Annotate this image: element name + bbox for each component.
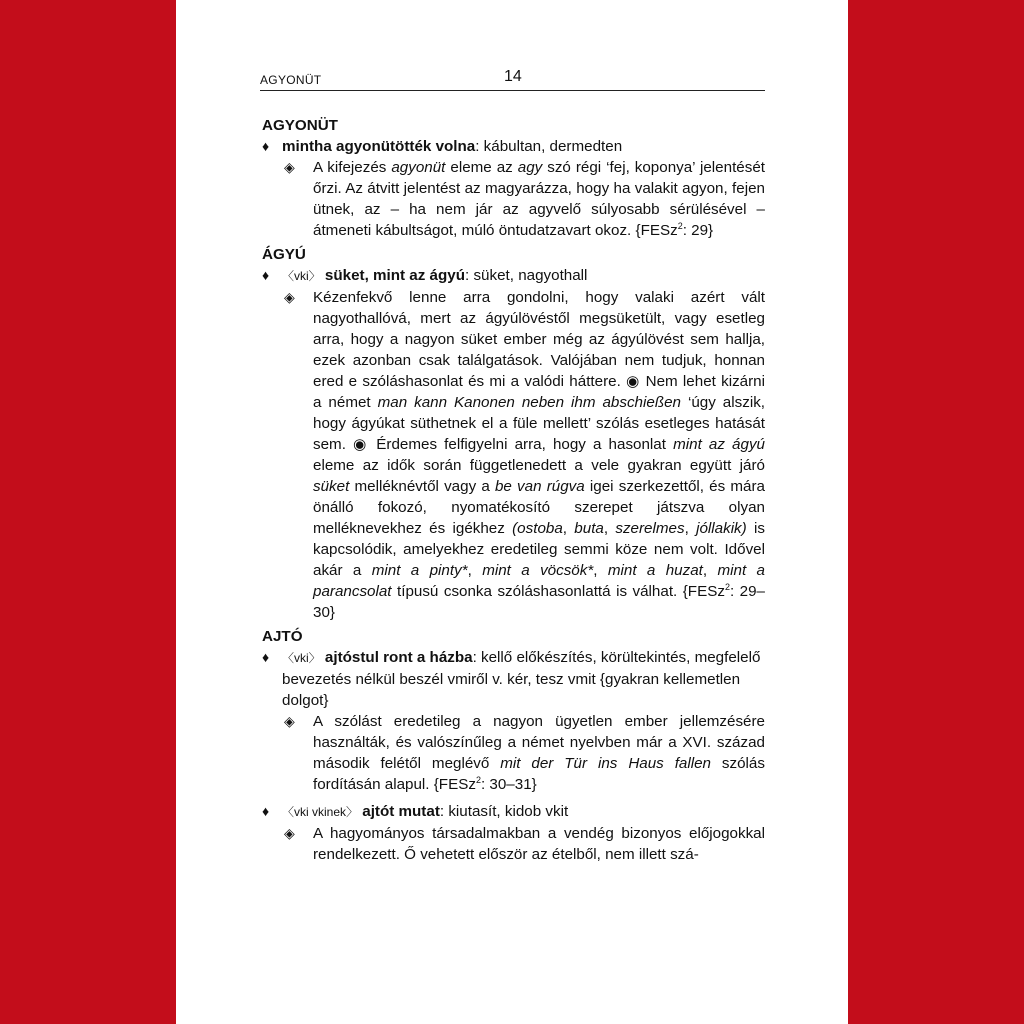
entry-meaning: : kellő előkészítés, körültekintés, megfelelő bevezetés nélkül beszél vmiről v. kér, tesz vmit {gyakran kellemetlen dolgot} [282,649,761,709]
entry-phrase: ajtót mutat [362,803,440,820]
entry-note: ◈ Kézenfekvő lenne arra gondolni, hogy valaki azért vált nagyothallóvá, mert az ágyúlövéstől megsüketült, vagy esetleg arra, hogy a nagyon süket ember még az ágyúlövést sem hallja, ezek azonban csak találgatások. Valójában nem tudjuk, honnan ered e szóláshasonlat és mi a valódi háttere. ◉ Nem lehet kizárni a német man kann Kanonen neben ihm abschießen ‘úgy alszik, hogy ágyúkat süthetnek el a füle mellett’ szólás esetleges hatását sem. ◉ Érdemes felfigyelni arra, hogy a hasonlat mint az ágyú eleme az idők során függetlenedett a vele gyakran együtt járó süket melléknévtől vagy a be van rúgva igei szerkezettől, és mára önálló fokozó, nyomatékosító szerepet játszva olyan melléknevekhez és igékhez (ostoba, buta, szerelmes, jóllakik) is kapcsolódik, amelyekhez eredetileg semmi köze nem volt. Idővel akár a mint a pinty*, mint a vöcsök*, mint a huzat, mint a parancsolat típusú csonka szóláshasonlattá is válhat. {FESz$^2$: 29–30} [284,289,766,621]
entry-meaning: : kiutasít, kidob vkit [439,803,569,820]
entry-bullet-icon: ♦ [262,803,270,819]
entry [262,265,765,287]
note-bullet-icon: ◈ [284,825,295,841]
headword: AGYONÜT [262,117,338,134]
page-number: 14 [504,68,522,85]
entry-bullet-icon: ♦ [262,649,270,665]
entry-phrase: ajtóstul ront a házba [324,649,473,666]
entry-note: ◈ A hagyományos társadalmakban a vendég bizonyos előjogokkal rendelkezett. Ő vehetett először az ételből, nem illett szá- [284,825,765,863]
entry-bullet-icon: ♦ [262,138,270,154]
note-bullet-icon: ◈ [284,713,295,729]
running-header [260,68,765,91]
headword: ÁGYÚ [262,246,306,263]
entry-bullet-icon: ♦ [262,267,270,283]
grammar-marker: 〈vki vkinek〉 [282,805,359,819]
entry-note: ◈ A kifejezés agyonüt eleme az agy szó régi ‘fej, koponya’ jelentését őrzi. Az átvitt jelentést az magyarázza, hogy ha valakit agyon, fejen ütnek, az – ha nem jár az agyvelő súlyosabb sérülésével – átmeneti kábultságot, múló öntudatzavart okoz. {FESz$^2$: 29} [284,159,765,239]
entry [262,136,765,157]
grammar-marker: 〈vki〉 [282,651,321,665]
entry [262,801,765,823]
entry [262,647,765,711]
entry-phrase: süket, mint az ágyú [324,267,466,284]
running-title: AGYONÜT [260,73,322,87]
entry-meaning: : süket, nagyothall [465,267,588,284]
book-page [176,0,848,1024]
dictionary-content [262,112,765,865]
grammar-marker: 〈vki〉 [282,269,321,283]
note-bullet-icon: ◈ [284,159,295,175]
note-bullet-icon: ◈ [284,289,295,305]
headword: AJTÓ [262,628,303,645]
entry-note: ◈ A szólást eredetileg a nagyon ügyetlen ember jellemzésére használták, és valószínűleg a német nyelvben már a XVI. század második felétől meglévő mit der Tür ins Haus fallen szólás fordításán alapul. {FESz$^2$: 30–31} [284,713,765,793]
entry-meaning: : kábultan, dermedten [475,138,623,155]
entry-phrase: mintha agyonütötték volna [282,138,476,155]
